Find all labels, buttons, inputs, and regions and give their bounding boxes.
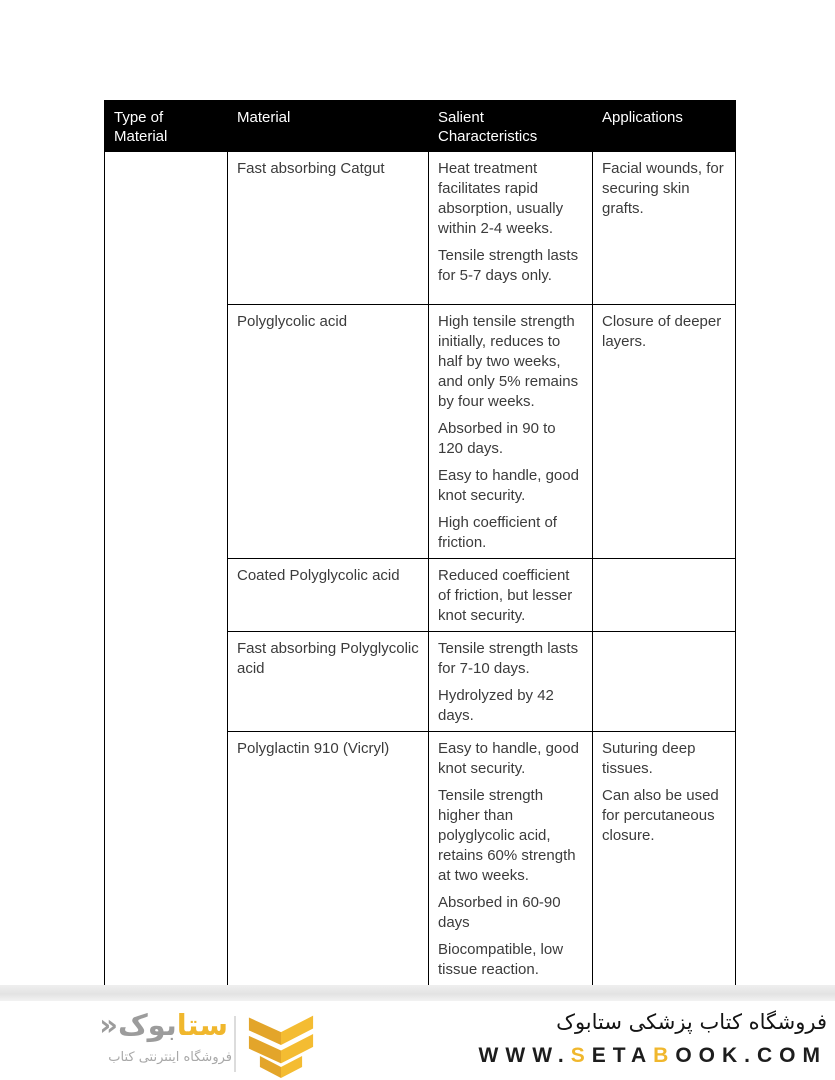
cell-characteristics <box>429 732 593 989</box>
suture-materials-table <box>104 100 736 989</box>
material-text: Polyglactin 910 (Vicryl) <box>237 740 390 757</box>
cell-applications <box>593 559 736 632</box>
setabook-chevron-icon <box>246 1012 316 1078</box>
wordmark-yellow-part: ستا <box>176 1008 228 1042</box>
characteristic-paragraph: Tensile strength lasts for 7-10 days. <box>438 640 579 677</box>
footer-separator-band <box>0 985 835 1001</box>
cell-applications <box>593 305 736 559</box>
logo-divider <box>234 1016 236 1072</box>
cell-characteristics <box>429 559 593 632</box>
url-letters: WWW. <box>478 1044 571 1067</box>
setabook-logo-wordmark <box>99 1008 228 1042</box>
characteristic-paragraph: Easy to handle, good knot security. <box>438 740 579 777</box>
application-paragraph: Can also be used for percutaneous closure. <box>602 787 719 844</box>
cell-applications <box>593 732 736 989</box>
characteristic-paragraph: Tensile strength lasts for 5-7 days only. <box>438 247 579 284</box>
table-row <box>105 152 736 305</box>
column-header-4: Applications <box>593 101 736 152</box>
website-url-text <box>479 1044 827 1068</box>
characteristic-paragraph: Biocompatible, low tissue reaction. <box>438 941 564 978</box>
application-paragraph: Suturing deep tissues. <box>602 740 696 777</box>
characteristic-paragraph: Hydrolyzed by 42 days. <box>438 687 554 724</box>
logo-subtitle: فروشگاه اینترنتی کتاب <box>108 1050 232 1065</box>
characteristic-paragraph: High coefficient of friction. <box>438 514 557 551</box>
cell-characteristics <box>429 305 593 559</box>
table-header-row <box>105 101 736 152</box>
characteristic-paragraph: Easy to handle, good knot security. <box>438 467 579 504</box>
characteristic-paragraph: Absorbed in 60-90 days <box>438 894 561 931</box>
column-header-1: Type of Material <box>105 101 228 152</box>
url-accent-letter: B <box>653 1044 676 1067</box>
characteristic-paragraph: Heat treatment facilitates rapid absorption, usually within 2-4 weeks. <box>438 160 564 237</box>
material-text: Fast absorbing Polyglycolic acid <box>237 640 419 677</box>
characteristic-paragraph: High tensile strength initially, reduces to half by two weeks, and only 5% remains by four weeks. <box>438 313 579 410</box>
url-letters: OOK.COM <box>675 1044 827 1067</box>
column-header-2: Material <box>228 101 429 152</box>
store-name-text: فروشگاه کتاب پزشکی ستابوک <box>556 1010 827 1034</box>
cell-type-of-material <box>105 152 228 989</box>
cell-material <box>228 632 429 732</box>
characteristic-paragraph: Absorbed in 90 to 120 days. <box>438 420 556 457</box>
characteristic-paragraph: Reduced coefficient of friction, but lesser knot security. <box>438 567 573 624</box>
cell-applications <box>593 152 736 305</box>
material-text: Polyglycolic acid <box>237 313 348 330</box>
cell-material <box>228 305 429 559</box>
application-paragraph: Closure of deeper layers. <box>602 313 722 350</box>
application-paragraph: Facial wounds, for securing skin grafts. <box>602 160 724 217</box>
cell-characteristics <box>429 152 593 305</box>
cell-characteristics <box>429 632 593 732</box>
url-accent-letter: S <box>570 1044 592 1067</box>
cell-material <box>228 559 429 632</box>
material-text: Fast absorbing Catgut <box>237 160 385 177</box>
characteristic-paragraph: Tensile strength higher than polyglycolic acid, retains 60% strength at two weeks. <box>438 787 576 884</box>
cell-material <box>228 152 429 305</box>
cell-applications <box>593 632 736 732</box>
cell-material <box>228 732 429 989</box>
wordmark-gray-part: بوک <box>117 1008 177 1042</box>
wordmark-guillemet: « <box>99 1008 118 1042</box>
url-letters: ETA <box>591 1044 654 1067</box>
column-header-3: Salient Characteristics <box>429 101 593 152</box>
material-text: Coated Polyglycolic acid <box>237 567 400 584</box>
